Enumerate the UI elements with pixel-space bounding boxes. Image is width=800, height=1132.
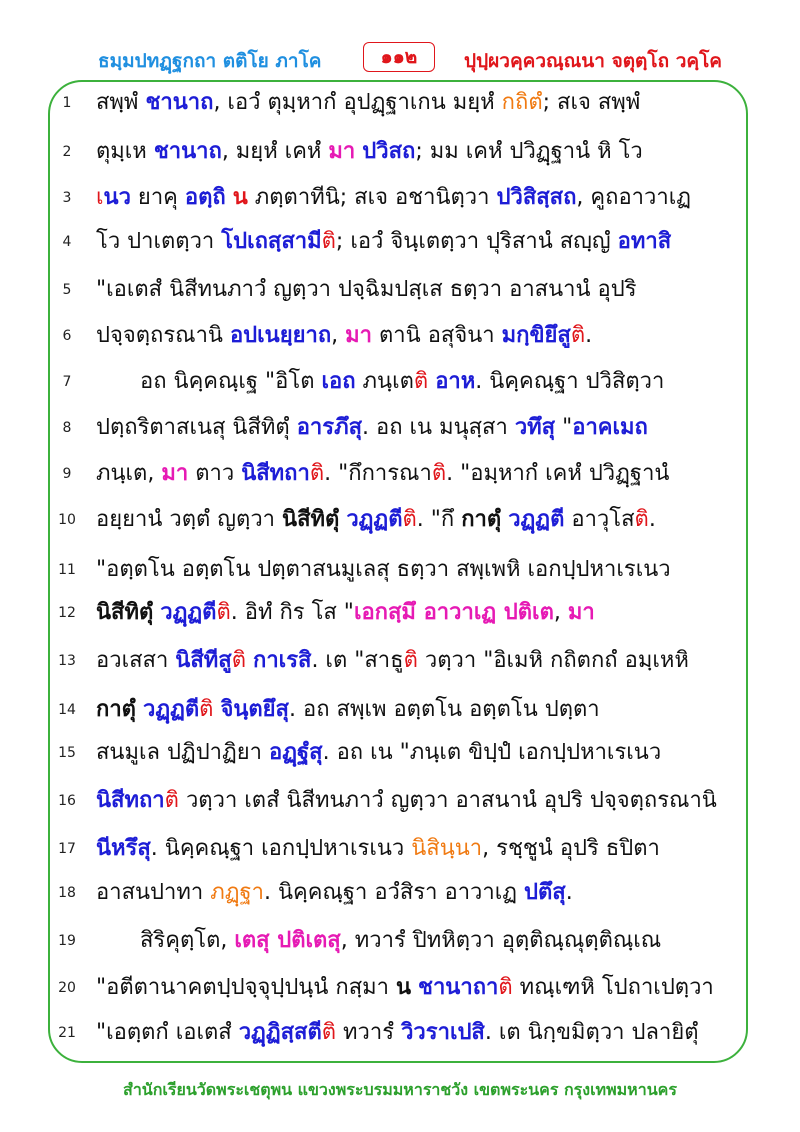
text-run: . อิทํ กิร โส ": [230, 600, 354, 625]
line-number: 6: [62, 328, 72, 344]
text-line: [96, 774, 724, 828]
emph-run: ชานาถา: [418, 975, 499, 1000]
text-run: อาสนปาทา: [96, 880, 211, 905]
emph-run: ติ: [402, 507, 417, 532]
emph-run: เอกสฺมึ อาวาเฏ ปติเต: [353, 600, 554, 625]
page-number: ๑๑๒: [380, 46, 418, 68]
emph-run: ติ: [413, 369, 429, 394]
emph-run: มา: [328, 139, 356, 164]
emph-run: ชานาถ: [145, 90, 214, 115]
text-run: "เอเตสํ นิสีทนภาวํ ญตฺวา ปจฺฉิมปสฺเส ธตฺวา อาสนานํ อุปริ: [96, 277, 637, 302]
text-line: [96, 493, 724, 547]
text-run: ภนฺเต: [355, 369, 414, 394]
emph-run: ปตึสุ: [524, 880, 566, 905]
emph-run: กถิตํ: [501, 90, 543, 115]
header-book-title: ธมฺมปทฏฺฐกถา ตติโย ภาโค: [98, 50, 322, 72]
line-number: 1: [62, 95, 72, 111]
page-number-box: [363, 42, 435, 72]
emph-run: เ: [96, 185, 104, 210]
text-run: "เอตฺตกํ เอเตสํ: [96, 1020, 239, 1045]
text-run: ตุมฺเห: [96, 139, 154, 164]
emph-run: ติ: [199, 697, 214, 722]
emph-run: น: [232, 185, 248, 210]
emph-run: ติ: [216, 600, 231, 625]
emph-run: ปวิสถ: [362, 139, 416, 164]
line-number: 15: [58, 745, 76, 761]
emph-run: จินฺตยึสุ: [220, 697, 289, 722]
text-run: . "อมฺหากํ เคหํ ปวิฏฺฐานํ: [446, 461, 670, 486]
text-run: . นิคฺคณฺฐา ปวิสิตฺวา: [475, 369, 665, 394]
text-run: . อถ สพฺเพ อตฺตโน อตฺตโน ปตฺตา: [289, 697, 600, 722]
text-run: อถ นิคฺคณฺเฐ "อิโต: [140, 369, 322, 394]
emph-run: ติ: [164, 788, 179, 813]
text-run: วตฺวา เตสํ นิสีทนภาวํ ญตฺวา อาสนานํ อุปริ ปจฺจตฺถรณานิ: [178, 788, 717, 813]
text-run: โว ปาเตตฺวา: [96, 229, 222, 254]
emph-run: ติ: [570, 323, 586, 348]
text-run: [246, 648, 253, 673]
line-number: 8: [62, 420, 72, 436]
emph-run: มกฺขิยึสู: [501, 323, 571, 348]
text-run: ตานิ อสุจินา: [372, 323, 502, 348]
text-run: ภนฺเต,: [96, 461, 162, 486]
text-run: , เอวํ ตุมฺหากํ อุปฏฺฐาเกน มยฺหํ: [213, 90, 502, 115]
line-number: 12: [58, 605, 76, 621]
emph-run: อปเนยฺยาถ: [229, 323, 332, 348]
text-line: [96, 76, 724, 130]
text-run: , รชฺชูนํ อุปริ ธปิตา: [482, 836, 660, 861]
emph-run: นีหรึสุ: [96, 836, 151, 861]
emph-run: มา: [567, 600, 595, 625]
emph-run: วฏฺฏตี: [508, 507, 565, 532]
text-line: [96, 726, 724, 780]
emph-run: อารภึสุ: [296, 415, 362, 440]
text-run: , มยฺหํ เคหํ: [221, 139, 329, 164]
line-number: 21: [58, 1025, 76, 1041]
header-chapter-title: ปุปฺผวคฺควณฺณนา จตุตฺโถ วคฺโค: [464, 50, 722, 72]
line-number: 3: [62, 190, 72, 206]
emph-run: อฏฺฐํสุ: [269, 740, 323, 765]
emph-run: น: [395, 975, 412, 1000]
emph-run: วทึสุ: [514, 415, 556, 440]
emph-run: นิสีทิตุํ: [96, 600, 154, 625]
text-run: "อตฺตโน อตฺตโน ปตฺตาสนมูเลสุ ธตฺวา สพฺเพหิ เอกปฺปหาเรเนว: [96, 557, 671, 582]
line-number: 19: [58, 933, 76, 949]
emph-run: อทาสิ: [617, 229, 672, 254]
line-number: 10: [58, 512, 76, 528]
emph-run: ติ: [321, 1020, 337, 1045]
line-number: 7: [62, 374, 72, 390]
text-run: ยาคุ: [130, 185, 185, 210]
footer-institution: สำนักเรียนวัดพระเชตุพน แขวงพระบรมมหาราชวัง เขตพระนคร กรุงเทพมหานคร: [123, 1080, 677, 1099]
emph-run: ปวิสิสฺสถ: [496, 185, 577, 210]
text-run: . อถ เน มนุสฺสา: [362, 415, 515, 440]
text-run: . นิคฺคณฺฐา อวํสิรา อาวาเฏ: [263, 880, 525, 905]
text-run: , คูถอาวาเฏ: [576, 185, 692, 210]
text-run: ทณฺเฑหิ โปถาเปตฺวา: [512, 975, 714, 1000]
emph-run: ติ: [403, 648, 418, 673]
text-run: , ทวารํ ปิทหิตฺวา อุตฺติณฺณุตฺติณฺเณ: [340, 928, 662, 953]
text-run: .: [648, 507, 656, 532]
text-run: อาวุโส: [564, 507, 635, 532]
emph-run: ภฏฺฐา: [210, 880, 264, 905]
line-number: 18: [58, 885, 76, 901]
text-run: ตาว: [188, 461, 242, 486]
emph-run: กาตุํ: [96, 697, 136, 722]
emph-run: ชานาถ: [153, 139, 222, 164]
text-run: ; เอวํ จินฺเตตฺวา ปุริสานํ สญฺญํ: [335, 229, 618, 254]
text-run: ทวารํ: [336, 1020, 402, 1045]
emph-run: เตสุ ปติเตสุ: [234, 928, 341, 953]
text-run: . "กึ: [416, 507, 462, 532]
emph-run: ติ: [498, 975, 513, 1000]
emph-run: นิสีทถา: [96, 788, 165, 813]
text-run: ปจฺจตฺถรณานิ: [96, 323, 230, 348]
line-number: 14: [58, 702, 76, 718]
text-run: ,: [553, 600, 568, 625]
line-number: 16: [58, 793, 76, 809]
text-run: .: [565, 880, 573, 905]
text-run: . "กึการณา: [324, 461, 432, 486]
text-run: อวเสสา: [96, 648, 176, 673]
text-run: .: [585, 323, 593, 348]
emph-run: วฏฺฏตี: [346, 507, 403, 532]
emph-run: วฏฺฏตี: [142, 697, 200, 722]
text-run: . นิคฺคณฺฐา เอกปฺปหาเรเนว: [150, 836, 412, 861]
text-run: [136, 697, 143, 722]
emph-run: วฏฺฏตี: [160, 600, 217, 625]
emph-run: ติ: [231, 648, 246, 673]
text-run: สพฺพํ: [96, 90, 146, 115]
text-run: ; มม เคหํ ปวิฏฺฐานํ หิ โว: [415, 139, 643, 164]
text-run: อยฺยานํ วตฺตํ ญตฺวา: [96, 507, 283, 532]
emph-run: โปเถสฺสามี: [221, 229, 322, 254]
text-run: ปตฺถริตาสเนสุ นิสีทิตุํ: [96, 415, 297, 440]
text-run: ": [555, 415, 573, 440]
emph-run: มา: [161, 461, 189, 486]
emph-run: ติ: [634, 507, 649, 532]
text-line: [96, 866, 724, 920]
text-run: ; สเจ สพฺพํ: [542, 90, 641, 115]
emph-run: นิสินฺนา: [411, 836, 483, 861]
emph-run: กาเรสิ: [253, 648, 312, 673]
line-number: 2: [62, 144, 72, 160]
text-run: ,: [331, 323, 346, 348]
emph-run: นิสีทีสู: [175, 648, 232, 673]
line-number: 13: [58, 653, 76, 669]
text-run: [226, 185, 233, 210]
text-run: [411, 975, 418, 1000]
emph-run: ติ: [309, 461, 325, 486]
line-number: 4: [62, 234, 72, 250]
line-number: 17: [58, 841, 76, 857]
emph-run: ติ: [321, 229, 336, 254]
emph-run: อาห: [435, 369, 476, 394]
text-run: . เต "สาธู: [311, 648, 404, 673]
line-number: 9: [62, 466, 72, 482]
text-run: สนมูเล ปฏิปาฏิยา: [96, 740, 270, 765]
emph-run: นว: [103, 185, 131, 210]
emph-run: เอถ: [321, 369, 356, 394]
emph-run: กาตุํ: [461, 507, 502, 532]
text-run: "อตีตานาคตปฺปจฺจุปฺปนฺนํ กสฺมา: [96, 975, 396, 1000]
text-run: . เต นิกฺขมิตฺวา ปลายิตุํ: [484, 1020, 699, 1045]
emph-run: วฏฺฏิสฺสตี: [238, 1020, 322, 1045]
emph-run: นิสีทิตุํ: [282, 507, 340, 532]
emph-run: อตฺถิ: [184, 185, 226, 210]
text-line: [96, 1006, 724, 1060]
text-line: [140, 914, 724, 968]
text-run: . อถ เน "ภนฺเต ขิปฺปํ เอกปฺปหาเรเนว: [322, 740, 662, 765]
text-line: [96, 634, 724, 688]
text-line: [96, 215, 724, 269]
emph-run: มา: [345, 323, 373, 348]
text-line: [96, 586, 724, 640]
emph-run: ติ: [431, 461, 447, 486]
emph-run: นิสีทถา: [241, 461, 310, 486]
emph-run: วิวราเปสิ: [401, 1020, 485, 1045]
emph-run: อาคเมถ: [572, 415, 648, 440]
text-run: สิริคุตฺโต,: [140, 928, 235, 953]
line-number: 11: [58, 562, 76, 578]
line-number: 20: [58, 980, 76, 996]
text-run: วตฺวา "อิเมหิ กถิตกถํ อมฺเหหิ: [417, 648, 689, 673]
line-number: 5: [62, 282, 72, 298]
text-run: ภตฺตาทีนิ; สเจ อชานิตฺวา: [247, 185, 497, 210]
